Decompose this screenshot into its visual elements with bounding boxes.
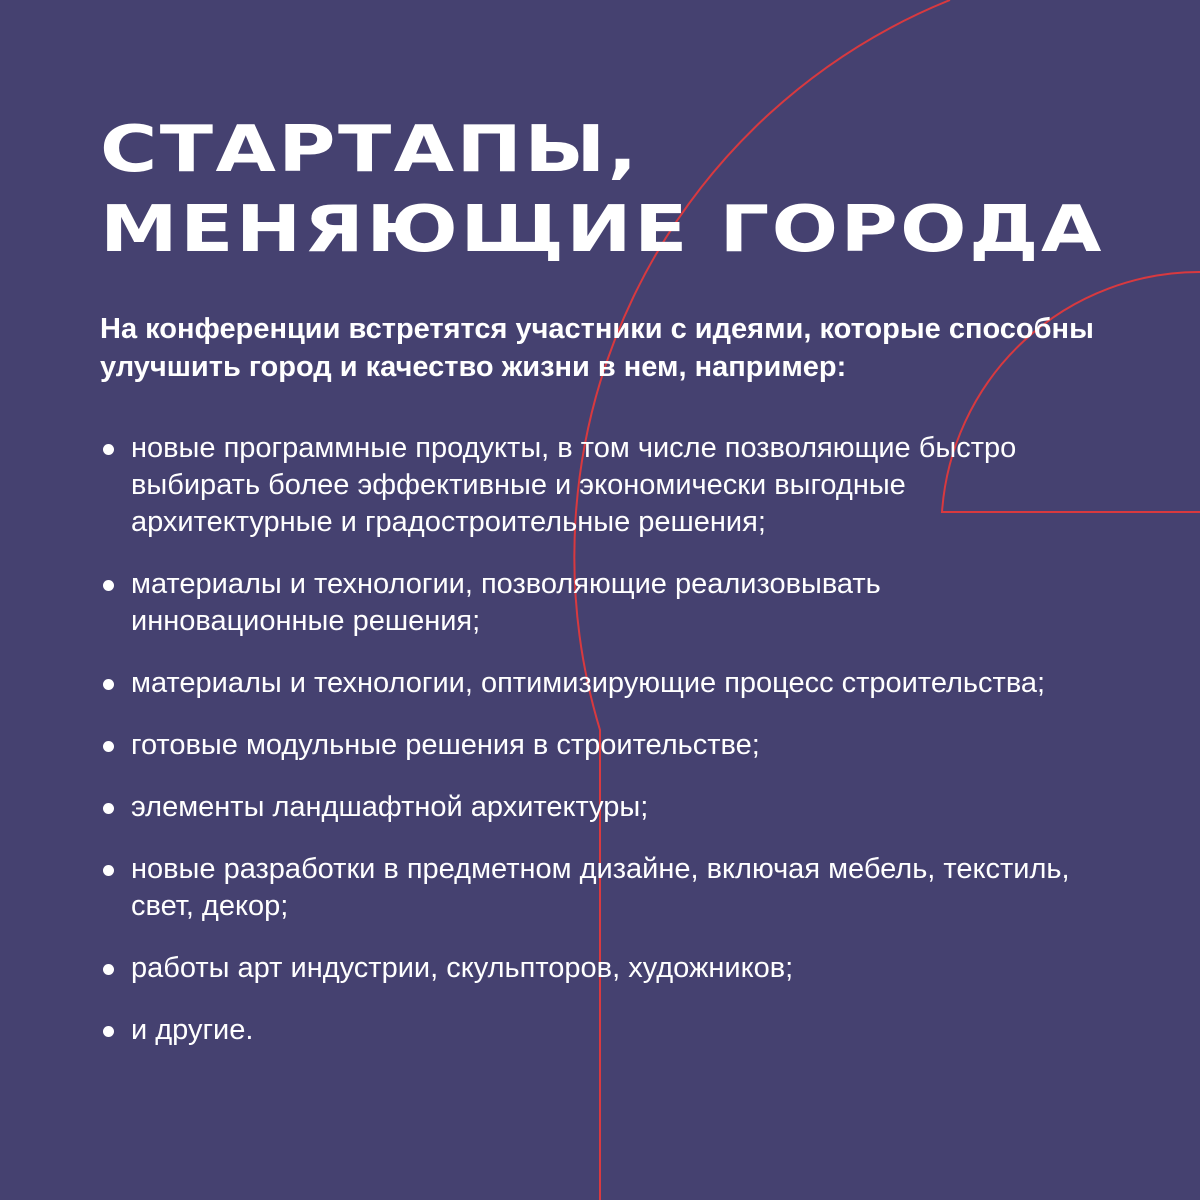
page-title [100,110,1160,270]
list-item [100,566,1100,640]
list-item-text: элементы ландшафтной архитектуры; [131,791,649,823]
list-item [100,430,1100,541]
title-line-2: МЕНЯЮЩИЕ ГОРОДА [100,193,1104,267]
list-item-text: работы арт индустрии, скульпторов, художников; [131,952,794,984]
bullet-icon [103,444,114,455]
ideas-list [100,430,1100,1074]
list-item-text: материалы и технологии, оптимизирующие процесс строительства; [131,667,1046,699]
list-item-text: готовые модульные решения в строительстве; [131,729,760,761]
bullet-icon [103,803,114,814]
list-item [100,665,1100,702]
list-item [100,950,1100,987]
list-item-text: новые разработки в предметном дизайне, включая мебель, текстиль, свет, декор; [131,853,1070,922]
bullet-icon [103,741,114,752]
list-item [100,1012,1100,1049]
bullet-icon [103,964,114,975]
bullet-icon [103,1026,114,1037]
bullet-icon [103,580,114,591]
list-item-text: новые программные продукты, в том числе позволяющие быстро выбирать более эффективные и экономически выгодные архитектурные и градостроительные решения; [131,432,1017,538]
list-item-text: материалы и технологии, позволяющие реализовывать инновационные решения; [131,568,881,637]
list-item [100,851,1100,925]
bullet-icon [103,679,114,690]
list-item [100,789,1100,826]
bullet-icon [103,865,114,876]
list-item-text: и другие. [131,1014,254,1046]
intro-text: На конференции встретятся участники с идеями, которые способны улучшить город и качество жизни в нем, например: [100,313,1094,383]
list-item [100,727,1100,764]
title-line-1: СТАРТАПЫ, [100,113,640,187]
